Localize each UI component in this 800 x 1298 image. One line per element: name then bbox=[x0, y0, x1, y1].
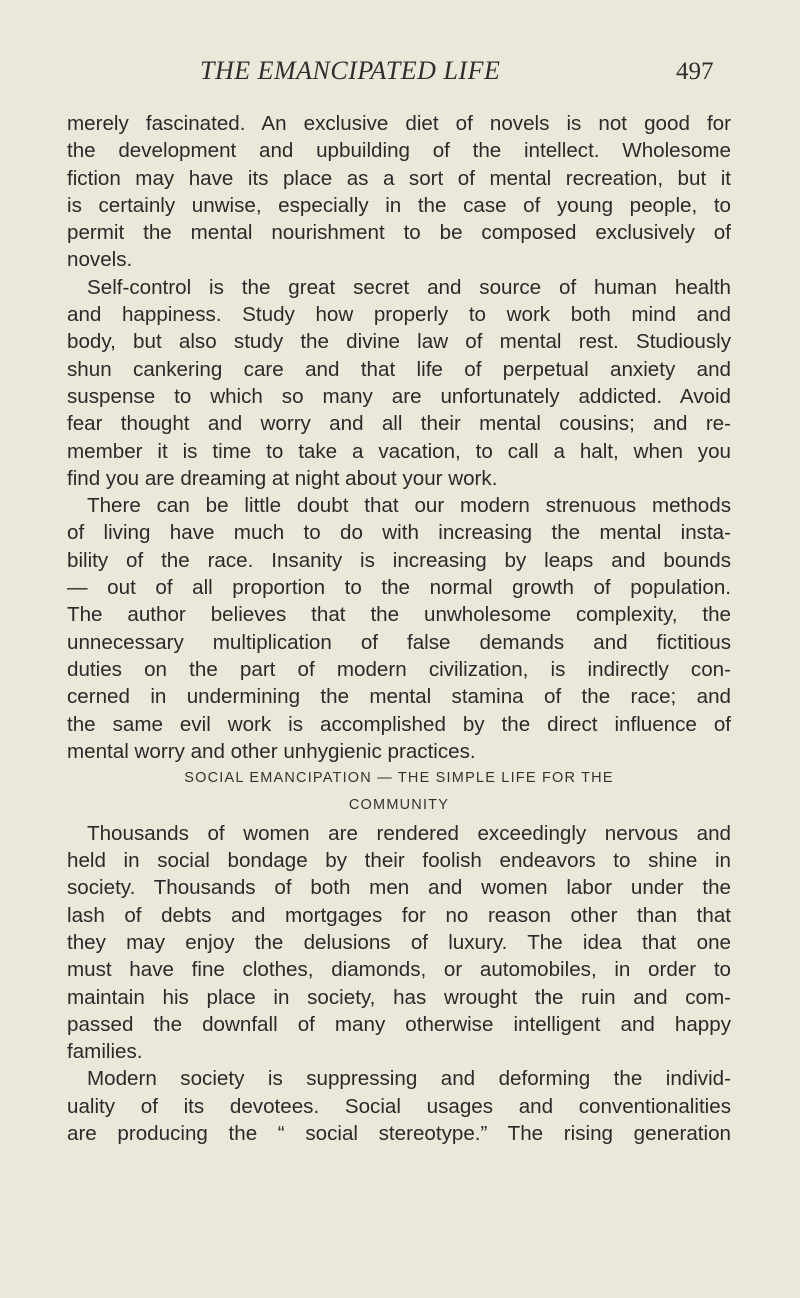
text-line: is certainly unwise, especially in the case of young people, to bbox=[67, 193, 731, 217]
text-line: uality of its devotees. Social usages and conventionalities bbox=[67, 1094, 731, 1118]
paragraph bbox=[67, 110, 731, 274]
paragraph bbox=[67, 274, 731, 492]
text-line: the development and upbuilding of the intellect. Wholesome bbox=[67, 139, 731, 163]
section-heading-line: SOCIAL EMANCIPATION — THE SIMPLE LIFE FOR THE bbox=[184, 770, 614, 787]
paragraph bbox=[67, 492, 731, 765]
text-line: Self-control is the great secret and source of human health bbox=[87, 275, 731, 299]
text-line: cerned in undermining the mental stamina of the race; and bbox=[67, 685, 731, 709]
text-line: find you are dreaming at night about your work. bbox=[67, 466, 498, 490]
text-line: maintain his place in society, has wrought the ruin and com- bbox=[67, 985, 731, 1009]
text-line: body, but also study the divine law of mental rest. Studiously bbox=[67, 330, 731, 354]
text-line: they may enjoy the delusions of luxury. The idea that one bbox=[67, 930, 731, 954]
text-line: suspense to which so many are unfortunately addicted. Avoid bbox=[67, 384, 731, 408]
text-line: member it is time to take a vacation, to call a halt, when you bbox=[67, 439, 731, 463]
text-line: shun cankering care and that life of perpetual anxiety and bbox=[67, 357, 731, 381]
text-line: merely fascinated. An exclusive diet of novels is not good for bbox=[67, 112, 731, 135]
text-line: The author believes that the unwholesome complexity, the bbox=[67, 603, 731, 627]
page-number: 497 bbox=[676, 58, 714, 85]
text-line: fiction may have its place as a sort of mental recreation, but it bbox=[67, 166, 731, 190]
text-line: are producing the “ social stereotype.” The rising generation bbox=[67, 1121, 731, 1145]
text-line: Thousands of women are rendered exceedingly nervous and bbox=[87, 821, 731, 845]
running-head bbox=[0, 56, 800, 92]
paragraph bbox=[67, 1065, 731, 1147]
running-title: THE EMANCIPATED LIFE bbox=[200, 56, 501, 85]
text-line: mental worry and other unhygienic practices. bbox=[67, 739, 476, 763]
text-line: passed the downfall of many otherwise intelligent and happy bbox=[67, 1012, 731, 1036]
text-line: Modern society is suppressing and deforming the individ- bbox=[87, 1067, 731, 1091]
text-line: bility of the race. Insanity is increasing by leaps and bounds bbox=[67, 548, 731, 572]
text-line: duties on the part of modern civilization, is indirectly con- bbox=[67, 657, 731, 681]
text-line: novels. bbox=[67, 248, 133, 272]
text-line: the same evil work is accomplished by the direct influence of bbox=[67, 712, 731, 736]
paragraph bbox=[67, 820, 731, 1066]
text-line: held in social bondage by their foolish endeavors to shine in bbox=[67, 849, 731, 873]
text-line: of living have much to do with increasing the mental insta- bbox=[67, 521, 731, 545]
text-line: — out of all proportion to the normal growth of population. bbox=[67, 576, 731, 600]
text-line: and happiness. Study how properly to work both mind and bbox=[67, 303, 731, 327]
section-heading-line: COMMUNITY bbox=[348, 797, 450, 814]
text-line: society. Thousands of both men and women labor under the bbox=[67, 876, 731, 900]
text-line: permit the mental nourishment to be composed exclusively of bbox=[67, 221, 731, 245]
text-line: families. bbox=[67, 1040, 143, 1064]
text-line: fear thought and worry and all their mental cousins; and re- bbox=[67, 412, 731, 436]
text-line: must have fine clothes, diamonds, or automobiles, in order to bbox=[67, 958, 731, 982]
body-text bbox=[67, 110, 731, 1147]
text-line: There can be little doubt that our modern strenuous methods bbox=[87, 494, 731, 518]
section-heading bbox=[67, 765, 731, 820]
text-line: unnecessary multiplication of false demands and fictitious bbox=[67, 630, 731, 654]
text-line: lash of debts and mortgages for no reason other than that bbox=[67, 903, 731, 927]
